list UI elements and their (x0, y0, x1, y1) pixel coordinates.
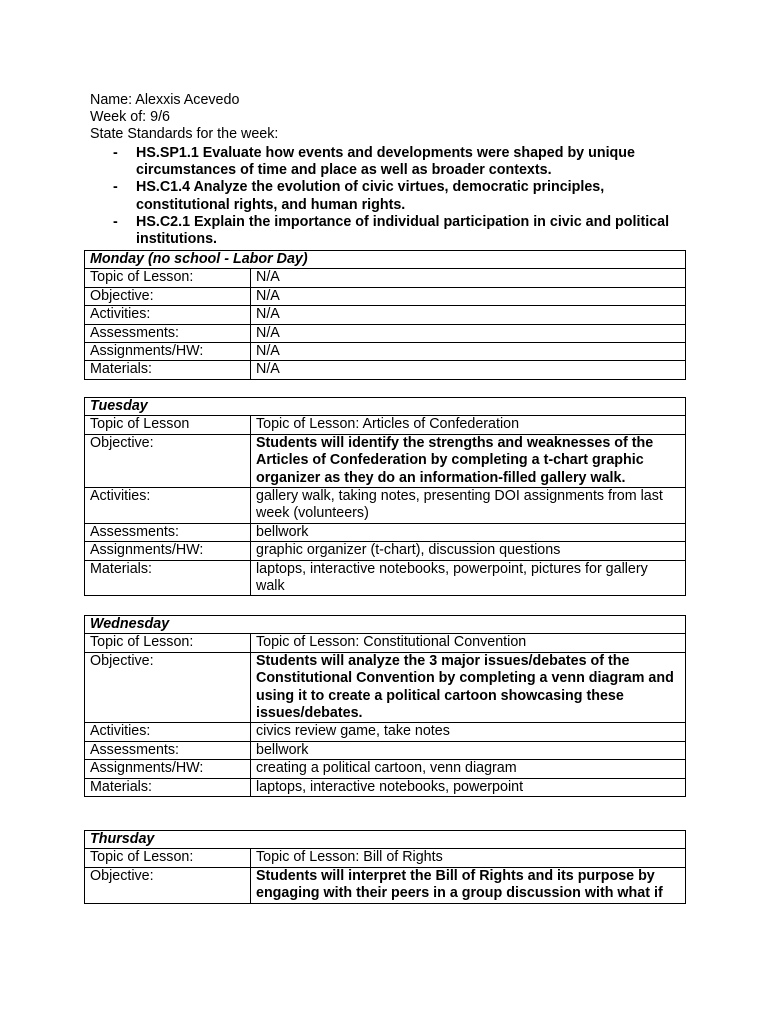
monday-table (84, 250, 686, 380)
row-assessments (85, 523, 686, 541)
assignments-label: Assignments/HW: (85, 343, 251, 361)
header-block (90, 92, 710, 248)
objective-value: Students will analyze the 3 major issues/debates of the Constitutional Convention by completing a venn diagram and using it to create a political cartoon showcasing these issues/debates. (251, 652, 686, 723)
assessments-label: Assessments: (85, 741, 251, 759)
standards-list (90, 145, 710, 248)
activities-label: Activities: (85, 488, 251, 524)
day-title: Monday (no school - Labor Day) (85, 251, 686, 269)
objective-label: Objective: (85, 434, 251, 487)
materials-value: laptops, interactive notebooks, powerpoint (251, 778, 686, 796)
row-objective (85, 867, 686, 903)
week-of: Week of: 9/6 (90, 109, 171, 126)
row-activities (85, 488, 686, 524)
day-header-row (85, 398, 686, 416)
topic-label: Topic of Lesson: (85, 634, 251, 652)
materials-value: laptops, interactive notebooks, powerpoint, pictures for gallery walk (251, 560, 686, 596)
topic-value: Topic of Lesson: Articles of Confederation (251, 416, 686, 434)
materials-label: Materials: (85, 778, 251, 796)
standard-marker: - (113, 179, 118, 196)
standard-item (90, 179, 710, 213)
materials-value: N/A (251, 361, 686, 379)
row-topic (85, 269, 686, 287)
row-topic (85, 634, 686, 652)
objective-label: Objective: (85, 867, 251, 903)
standard-marker: - (113, 213, 118, 230)
topic-value: Topic of Lesson: Bill of Rights (251, 849, 686, 867)
standard-item (90, 145, 710, 179)
row-activities (85, 723, 686, 741)
day-title: Wednesday (85, 616, 686, 634)
row-materials (85, 778, 686, 796)
assignments-value: creating a political cartoon, venn diagram (251, 760, 686, 778)
row-topic (85, 416, 686, 434)
standard-text: HS.C1.4 Analyze the evolution of civic virtues, democratic principles, constitutional rights, and human rights. (136, 179, 605, 213)
objective-label: Objective: (85, 287, 251, 305)
row-objective (85, 434, 686, 487)
standard-text: HS.SP1.1 Evaluate how events and developments were shaped by unique circumstances of time and place as well as broader contexts. (136, 145, 635, 179)
assessments-value: bellwork (251, 523, 686, 541)
assessments-value: N/A (251, 324, 686, 342)
assessments-label: Assessments: (85, 523, 251, 541)
activities-label: Activities: (85, 723, 251, 741)
standard-item (90, 214, 710, 248)
day-header-row (85, 251, 686, 269)
assignments-label: Assignments/HW: (85, 760, 251, 778)
standards-label: State Standards for the week: (90, 126, 279, 143)
topic-label: Topic of Lesson (85, 416, 251, 434)
materials-label: Materials: (85, 361, 251, 379)
materials-label: Materials: (85, 560, 251, 596)
tuesday-table (84, 397, 686, 596)
row-objective (85, 652, 686, 723)
row-activities (85, 306, 686, 324)
objective-value: Students will interpret the Bill of Rights and its purpose by engaging with their peers in a group discussion with what if (251, 867, 686, 903)
topic-value: Topic of Lesson: Constitutional Convention (251, 634, 686, 652)
assignments-value: N/A (251, 343, 686, 361)
assessments-label: Assessments: (85, 324, 251, 342)
row-assessments (85, 324, 686, 342)
topic-label: Topic of Lesson: (85, 269, 251, 287)
objective-value: Students will identify the strengths and weaknesses of the Articles of Confederation by completing a t-chart graphic organizer as they do an information-filled gallery walk. (251, 434, 686, 487)
assessments-value: bellwork (251, 741, 686, 759)
row-materials (85, 361, 686, 379)
activities-label: Activities: (85, 306, 251, 324)
standard-marker: - (113, 145, 118, 161)
topic-value: N/A (251, 269, 686, 287)
row-assignments (85, 343, 686, 361)
objective-label: Objective: (85, 652, 251, 723)
day-title: Thursday (85, 831, 686, 849)
row-topic (85, 849, 686, 867)
activities-value: gallery walk, taking notes, presenting DOI assignments from last week (volunteers) (251, 488, 686, 524)
row-assignments (85, 760, 686, 778)
objective-value: N/A (251, 287, 686, 305)
row-materials (85, 560, 686, 596)
day-header-row (85, 831, 686, 849)
wednesday-table (84, 615, 686, 797)
row-assignments (85, 542, 686, 560)
standard-text: HS.C2.1 Explain the importance of individual participation in civic and political institutions. (136, 213, 670, 248)
day-title: Tuesday (85, 398, 686, 416)
assignments-label: Assignments/HW: (85, 542, 251, 560)
row-assessments (85, 741, 686, 759)
activities-value: civics review game, take notes (251, 723, 686, 741)
student-name: Name: Alexxis Acevedo (90, 92, 240, 108)
day-header-row (85, 616, 686, 634)
activities-value: N/A (251, 306, 686, 324)
row-objective (85, 287, 686, 305)
thursday-table (84, 830, 686, 904)
topic-label: Topic of Lesson: (85, 849, 251, 867)
assignments-value: graphic organizer (t-chart), discussion questions (251, 542, 686, 560)
